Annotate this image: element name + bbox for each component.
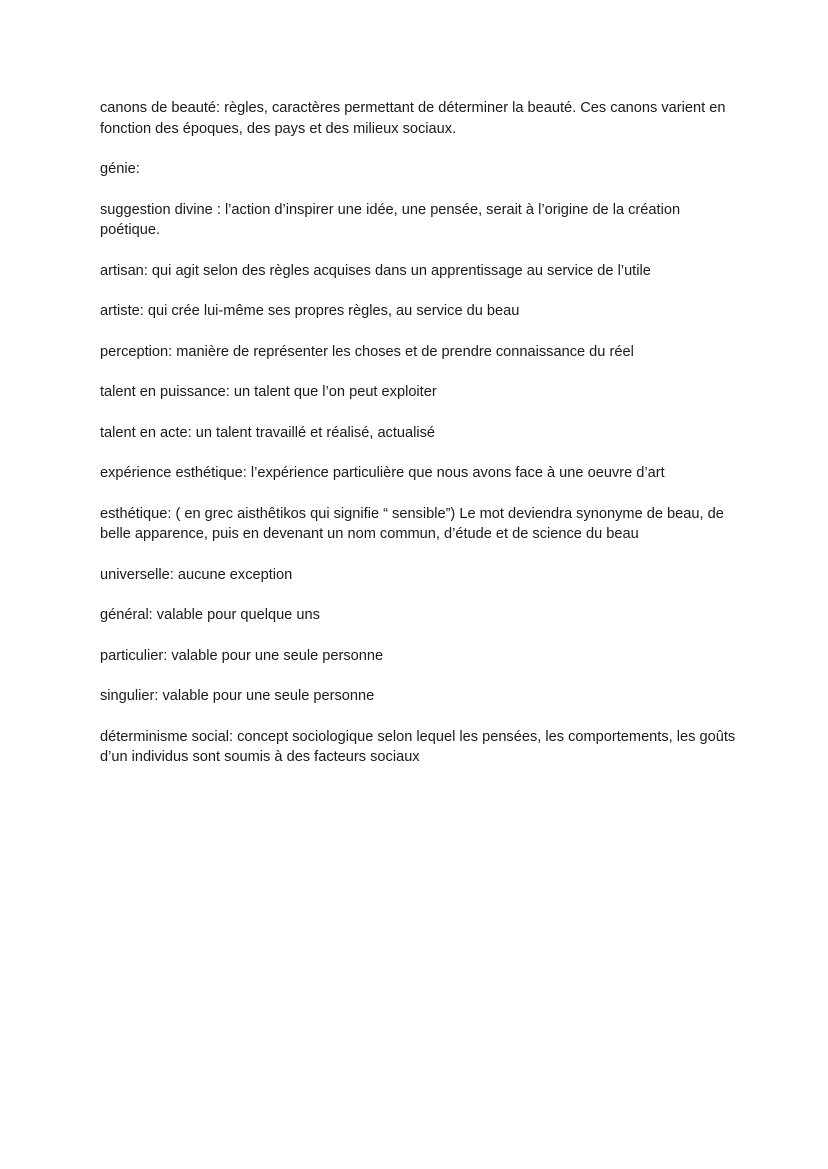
definition-universelle: universelle: aucune exception: [100, 566, 293, 583]
definition-talent-en-acte: talent en acte: un talent travaillé et réalisé, actualisé: [100, 424, 436, 441]
definition-perception: perception: manière de représenter les choses et de prendre connaissance du réel: [100, 343, 634, 360]
definition-particulier: particulier: valable pour une seule personne: [100, 647, 384, 664]
definition-talent-en-puissance: talent en puissance: un talent que l’on peut exploiter: [100, 384, 437, 400]
document-body: [100, 98, 740, 788]
definition-singulier: singulier: valable pour une seule personne: [100, 688, 375, 704]
definition-esthetique: esthétique: ( en grec aisthêtikos qui signifie “ sensible”) Le mot deviendra synonyme de beau, de belle apparence, puis en devenant un nom commun, d’étude et de science du beau: [100, 505, 724, 542]
definition-determinisme-social: déterminisme social: concept sociologique selon lequel les pensées, les comportements, les goûts d’un individus sont soumis à des facteurs sociaux: [100, 728, 736, 765]
definition-suggestion-divine: suggestion divine : l’action d’inspirer une idée, une pensée, serait à l’origine de la création poétique.: [100, 201, 681, 238]
definition-genie: génie:: [100, 161, 140, 177]
definition-experience-esthetique: expérience esthétique: l’expérience particulière que nous avons face à une oeuvre d’art: [100, 465, 665, 481]
definition-artiste: artiste: qui crée lui-même ses propres règles, au service du beau: [100, 303, 520, 319]
definition-general: général: valable pour quelque uns: [100, 607, 320, 623]
definition-canons-de-beaute: canons de beauté: règles, caractères permettant de déterminer la beauté. Ces canons varient en fonction des époques, des pays et des milieux sociaux.: [100, 100, 726, 137]
definition-artisan: artisan: qui agit selon des règles acquises dans un apprentissage au service de l’utile: [100, 262, 651, 279]
